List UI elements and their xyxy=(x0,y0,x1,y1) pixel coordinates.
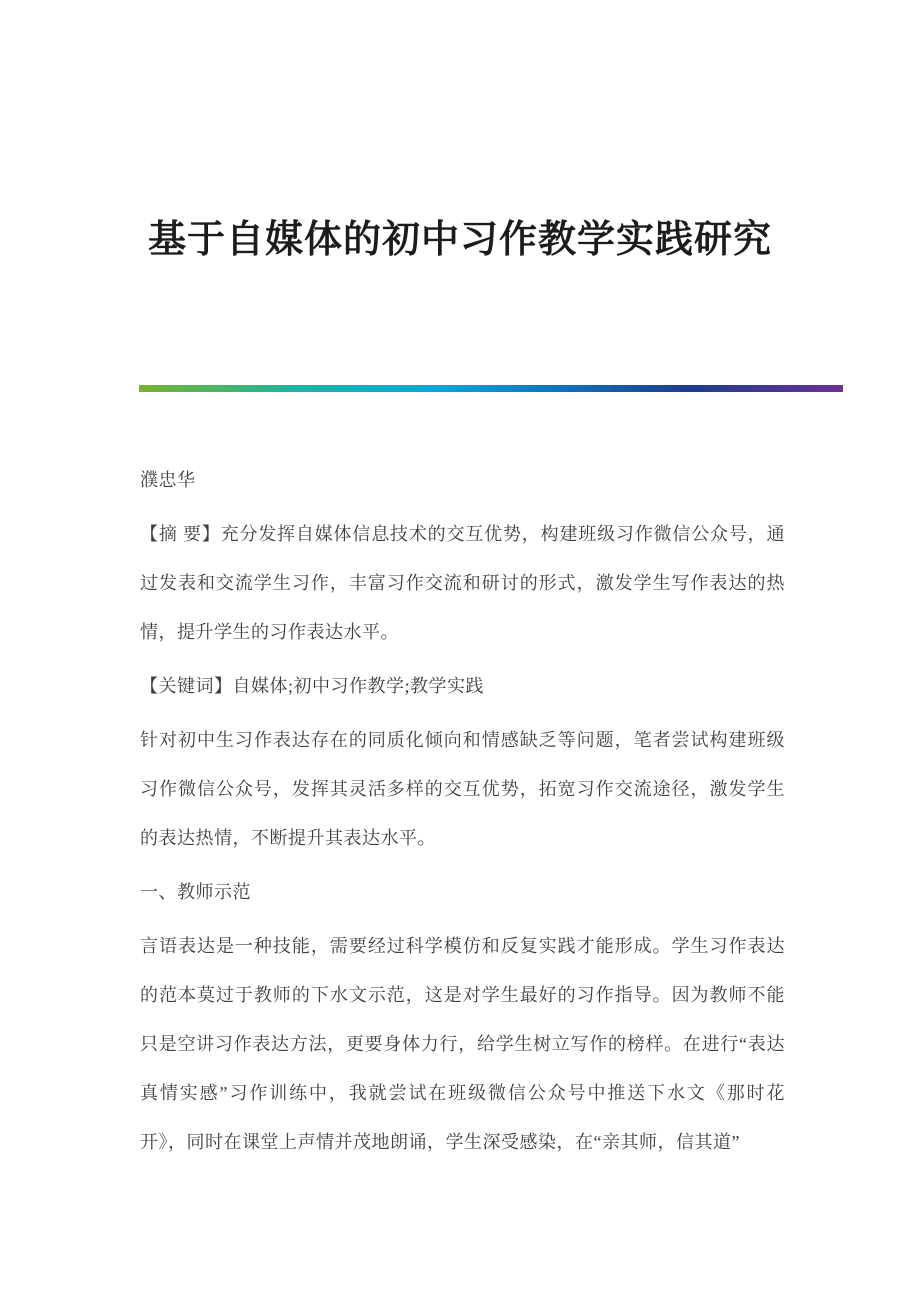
abstract-paragraph: 【摘 要】充分发挥自媒体信息技术的交互优势，构建班级习作微信公众号，通过发表和交流学生习作，丰富习作交流和研讨的形式，激发学生写作表达的热情，提升学生的习作表达水平。 xyxy=(140,524,785,642)
section-heading: 一、教师示范 xyxy=(140,882,251,902)
gradient-divider xyxy=(139,385,843,392)
intro-paragraph: 针对初中生习作表达存在的同质化倾向和情感缺乏等问题，笔者尝试构建班级习作微信公众号，发挥其灵活多样的交互优势，拓宽习作交流途径，激发学生的表达热情，不断提升其表达水平。 xyxy=(140,730,785,848)
section-paragraph: 言语表达是一种技能，需要经过科学模仿和反复实践才能形成。学生习作表达的范本莫过于教师的下水文示范，这是对学生最好的习作指导。因为教师不能只是空讲习作表达方法，更要身体力行，给学生树立写作的榜样。在进行“表达真情实感”习作训练中，我就尝试在班级微信公众号中推送下水文《那时花开》，同时在课堂上声情并茂地朗诵，学生深受感染，在“亲其师，信其道” xyxy=(140,936,785,1152)
page-title: 基于自媒体的初中习作教学实践研究 xyxy=(147,219,772,261)
document-body xyxy=(140,456,785,1172)
author-name: 濮忠华 xyxy=(140,470,196,490)
keywords-line: 【关键词】自媒体;初中习作教学;教学实践 xyxy=(140,676,485,696)
